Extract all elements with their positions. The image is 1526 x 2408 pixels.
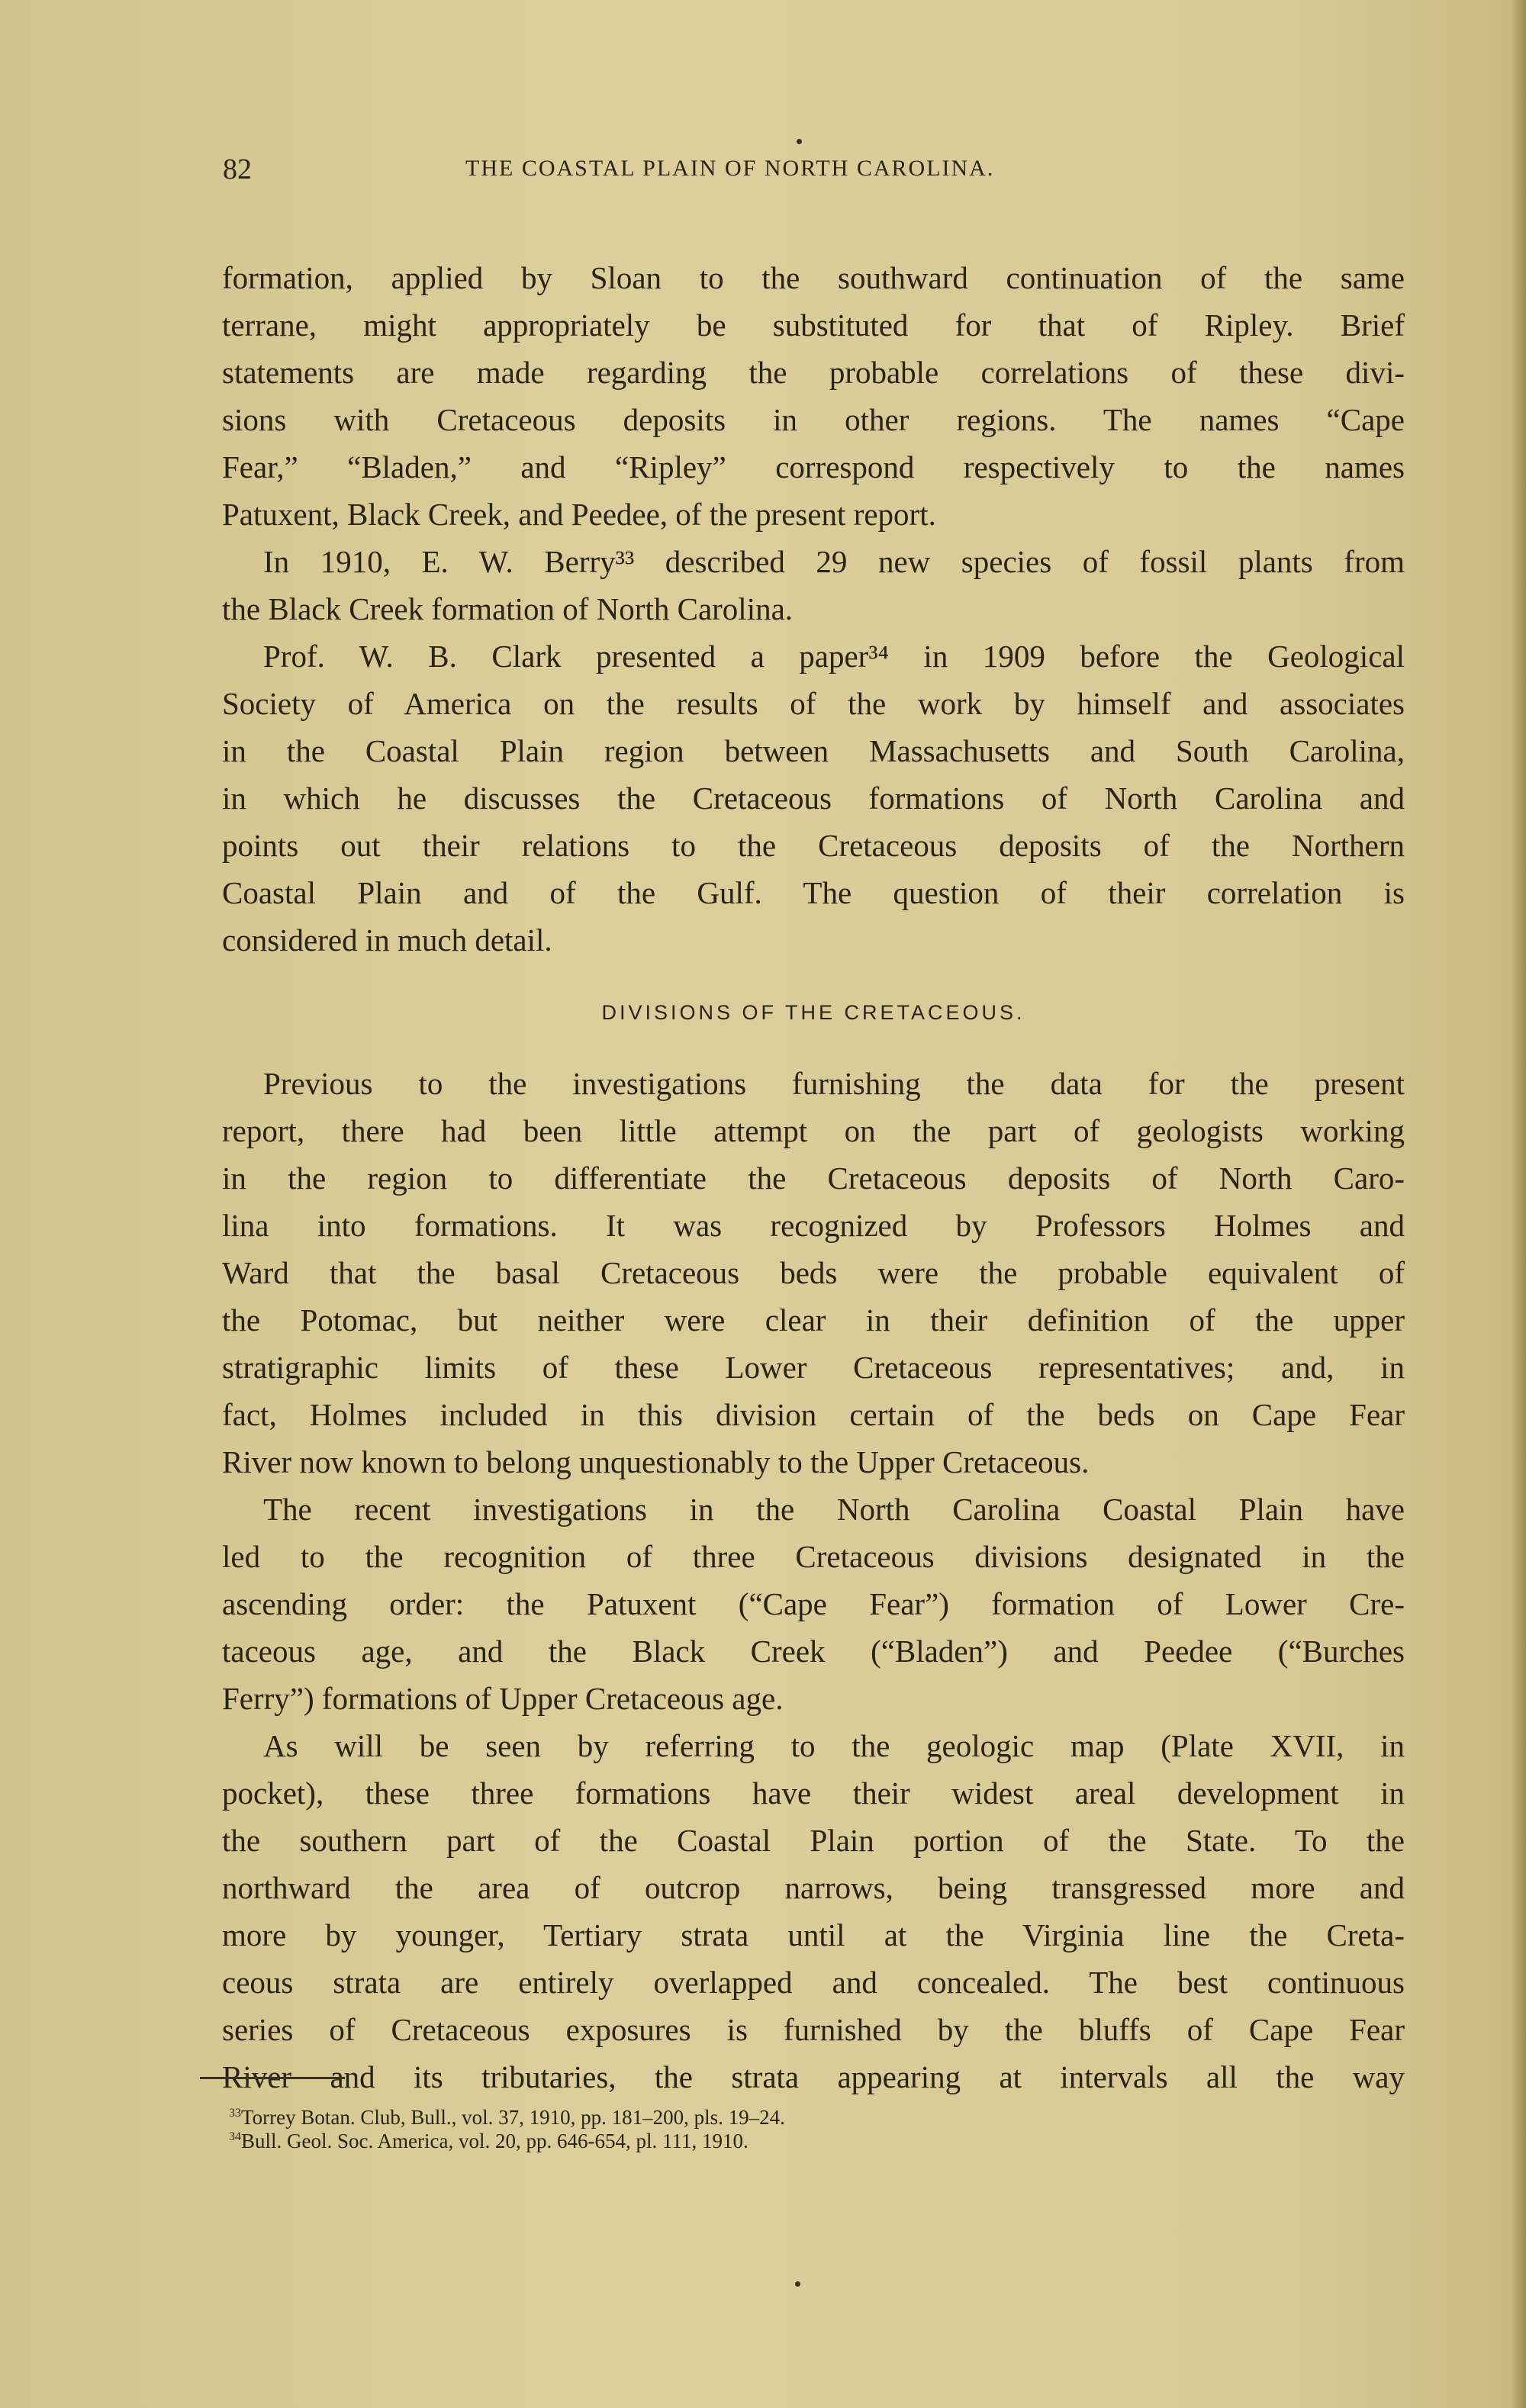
text-line: Society of America on the results of the work by himself and associates: [222, 686, 1405, 721]
footnote-text: Torrey Botan. Club, Bull., vol. 37, 1910, pp. 181–200, pls. 19–24.: [241, 2106, 785, 2129]
text-line: led to the recognition of three Cretaceous divisions designated in the: [222, 1539, 1405, 1574]
page-number: 82: [223, 153, 252, 185]
text-line: in the Coastal Plain region between Massachusetts and South Carolina,: [222, 733, 1405, 768]
text-line: lina into formations. It was recognized by Professors Holmes and: [222, 1208, 1405, 1243]
text-line: taceous age, and the Black Creek (“Bladen”) and Peedee (“Burches: [222, 1634, 1405, 1669]
footnote-mark: 34: [229, 2130, 241, 2143]
paragraph: [222, 1486, 1405, 1722]
footnote-rule: [200, 2077, 345, 2079]
text-line: Ward that the basal Cretaceous beds were the probable equivalent of: [222, 1255, 1405, 1290]
footnote-mark: 33: [229, 2107, 241, 2120]
text-line: In 1910, E. W. Berry³³ described 29 new species of fossil plants from: [263, 544, 1405, 579]
text-line: terrane, might appropriately be substituted for that of Ripley. Brief: [222, 307, 1405, 343]
speck: [797, 139, 802, 144]
footnotes: [229, 2106, 785, 2153]
running-title: THE COASTAL PLAIN OF NORTH CAROLINA.: [465, 156, 995, 181]
text-line: northward the area of outcrop narrows, being transgressed more and: [222, 1870, 1405, 1905]
paragraph: [222, 1722, 1405, 2101]
text-line: sions with Cretaceous deposits in other regions. The names “Cape: [222, 402, 1405, 437]
text-line: Ferry”) formations of Upper Cretaceous age.: [222, 1681, 784, 1716]
text-line: series of Cretaceous exposures is furnished by the bluffs of Cape Fear: [222, 2012, 1405, 2047]
text-line: stratigraphic limits of these Lower Cretaceous representatives; and, in: [222, 1350, 1405, 1385]
text-line: points out their relations to the Cretaceous deposits of the Northern: [222, 828, 1405, 863]
text-line: Prof. W. B. Clark presented a paper³⁴ in 1909 before the Geological: [263, 639, 1405, 674]
text-line: more by younger, Tertiary strata until at the Virginia line the Creta-: [222, 1917, 1405, 1952]
text-line: The recent investigations in the North Carolina Coastal Plain have: [263, 1492, 1405, 1527]
page-header: [223, 153, 1405, 191]
speck: [795, 2281, 800, 2287]
text-line: As will be seen by referring to the geologic map (Plate XVII, in: [263, 1728, 1405, 1763]
text-line: in the region to differentiate the Cretaceous deposits of North Caro-: [222, 1161, 1405, 1196]
text-line: in which he discusses the Cretaceous formations of North Carolina and: [222, 781, 1405, 816]
text-line: ascending order: the Patuxent (“Cape Fear”) formation of Lower Cre-: [222, 1586, 1405, 1621]
text-line: River now known to belong unquestionably to the Upper Cretaceous.: [222, 1444, 1090, 1479]
paragraph: [222, 633, 1405, 964]
section-heading: DIVISIONS OF THE CRETACEOUS.: [601, 1001, 1025, 1024]
footnote-33: [229, 2106, 785, 2130]
text-line: Patuxent, Black Creek, and Peedee, of the present report.: [222, 497, 936, 532]
text-line: the Potomac, but neither were clear in their definition of the upper: [222, 1302, 1405, 1338]
text-line: pocket), these three formations have their widest areal development in: [222, 1775, 1405, 1811]
text-line: Coastal Plain and of the Gulf. The question of their correlation is: [222, 875, 1405, 910]
text-line: statements are made regarding the probable correlations of these divi-: [222, 355, 1405, 390]
text-line: the Black Creek formation of North Carolina.: [222, 591, 794, 626]
page-edge: [1509, 0, 1526, 2408]
footnote-34: [229, 2130, 785, 2153]
text-line: considered in much detail.: [222, 922, 552, 958]
text-line: fact, Holmes included in this division certain of the beds on Cape Fear: [222, 1397, 1405, 1432]
paragraph: [222, 254, 1405, 538]
text-line: Fear,” “Bladen,” and “Ripley” correspond respectively to the names: [222, 449, 1405, 484]
text-line: the southern part of the Coastal Plain portion of the State. To the: [222, 1823, 1405, 1858]
text-line: report, there had been little attempt on the part of geologists working: [222, 1113, 1405, 1148]
text-line: ceous strata are entirely overlapped and concealed. The best continuous: [222, 1965, 1405, 2000]
text-line: Previous to the investigations furnishing the data for the present: [263, 1066, 1405, 1101]
text-line: River and its tributaries, the strata appearing at intervals all the way: [222, 2059, 1405, 2094]
paragraph: [222, 538, 1405, 633]
body-text: [222, 254, 1405, 2101]
paragraph: [222, 1060, 1405, 1486]
footnote-text: Bull. Geol. Soc. America, vol. 20, pp. 646-654, pl. 111, 1910.: [241, 2130, 749, 2152]
text-line: formation, applied by Sloan to the southward continuation of the same: [222, 260, 1405, 295]
